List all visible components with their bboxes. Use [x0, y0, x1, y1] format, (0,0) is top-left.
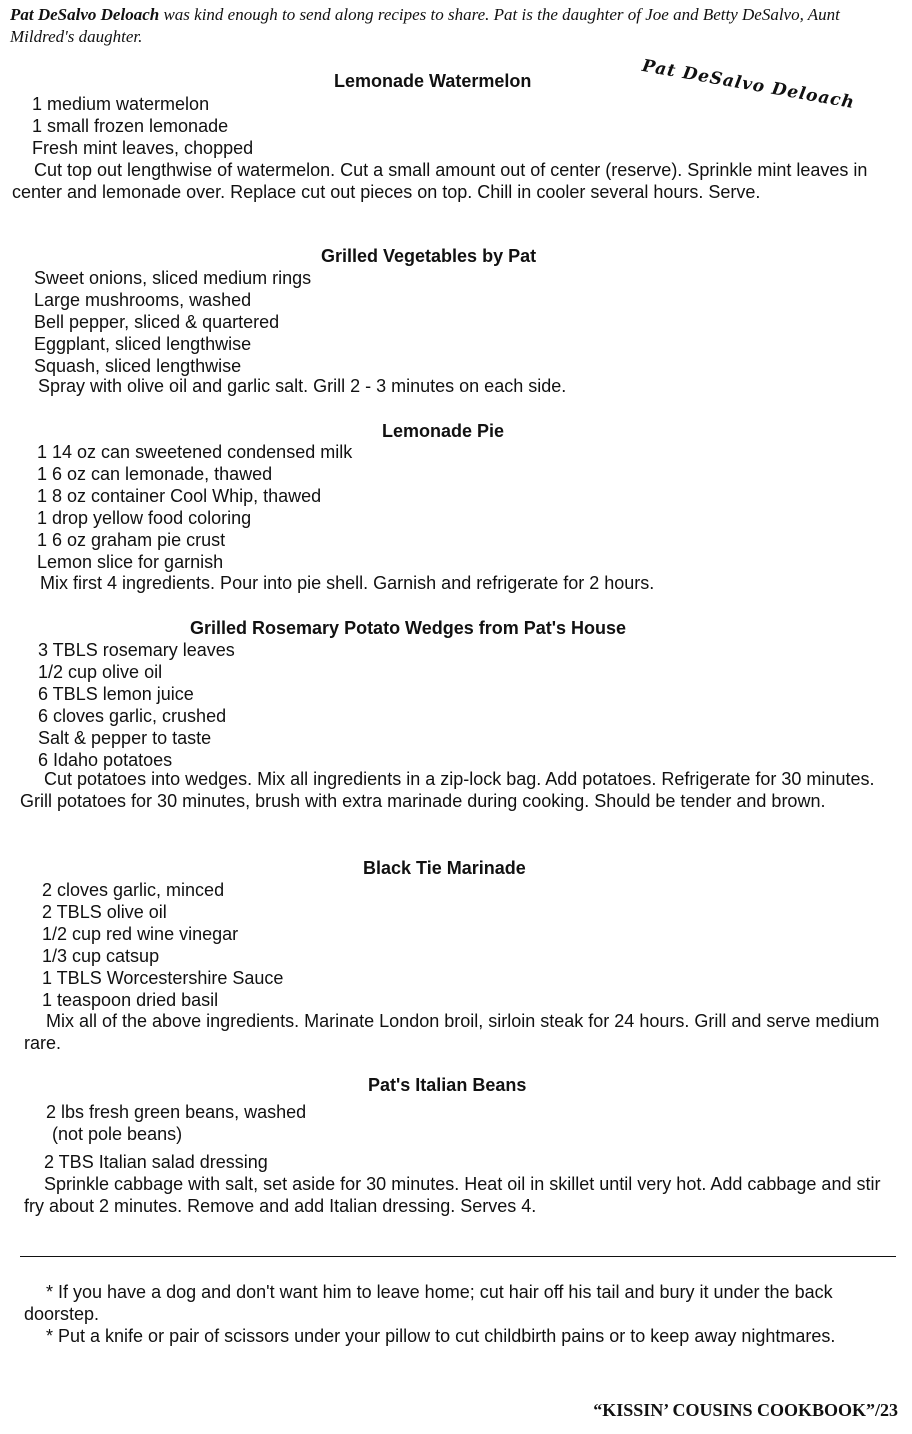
intro-paragraph	[10, 4, 900, 48]
ingredient-line: 1/2 cup red wine vinegar	[42, 924, 239, 944]
recipe-directions: Spray with olive oil and garlic salt. Grill 2 - 3 minutes on each side.	[38, 376, 567, 396]
ingredient-line: Large mushrooms, washed	[34, 290, 252, 310]
recipe-directions: Cut top out lengthwise of watermelon. Cut a small amount out of center (reserve). Sprinkle mint leaves in center and lemonade over. Replace cut out pieces on top. Chill in cooler several hours. Serve.	[12, 160, 868, 202]
ingredient-line: 2 TBS Italian salad dressing	[44, 1152, 268, 1172]
section-divider	[20, 1256, 896, 1257]
ingredient-line: Eggplant, sliced lengthwise	[34, 334, 252, 354]
ingredient-line: 6 cloves garlic, crushed	[38, 706, 227, 726]
ingredient-line: 1 medium watermelon	[32, 94, 210, 114]
ingredient-line: 1/3 cup catsup	[42, 946, 160, 966]
ingredient-line: 2 TBLS olive oil	[42, 902, 167, 922]
ingredient-line: 1 TBLS Worcestershire Sauce	[42, 968, 284, 988]
ingredient-line: Fresh mint leaves, chopped	[32, 138, 254, 158]
recipe-directions: Mix all of the above ingredients. Marinate London broil, sirloin steak for 24 hours. Grill and serve medium rare.	[24, 1011, 880, 1053]
intro-name: Pat DeSalvo Deloach	[10, 5, 160, 24]
ingredient-line: 1 14 oz can sweetened condensed milk	[37, 442, 353, 462]
page-footer: “KISSIN’ COUSINS COOKBOOK”/23	[593, 1400, 898, 1420]
intro-text: was kind enough to send along recipes to share. Pat is the daughter of Joe and Betty DeSalvo, Aunt Mildred's daughter.	[10, 5, 840, 46]
ingredient-line: 1/2 cup olive oil	[38, 662, 163, 682]
recipe-title: Lemonade Watermelon	[334, 71, 532, 91]
ingredient-line: 1 8 oz container Cool Whip, thawed	[37, 486, 322, 506]
ingredient-line: 2 cloves garlic, minced	[42, 880, 225, 900]
recipe-directions: Mix first 4 ingredients. Pour into pie shell. Garnish and refrigerate for 2 hours.	[40, 573, 655, 593]
ingredient-line: Squash, sliced lengthwise	[34, 356, 242, 376]
ingredient-line: 1 drop yellow food coloring	[37, 508, 252, 528]
folklore-note: * Put a knife or pair of scissors under your pillow to cut childbirth pains or to keep away nightmares.	[46, 1326, 836, 1346]
ingredient-line: 1 6 oz graham pie crust	[37, 530, 226, 550]
recipe-directions: Sprinkle cabbage with salt, set aside for 30 minutes. Heat oil in skillet until very hot. Add cabbage and stir fry about 2 minutes. Remove and add Italian dressing. Serves 4.	[24, 1174, 881, 1216]
ingredient-line: (not pole beans)	[52, 1124, 183, 1144]
recipe-title: Black Tie Marinade	[363, 858, 526, 878]
ingredient-line: 1 small frozen lemonade	[32, 116, 229, 136]
ingredient-line: 1 teaspoon dried basil	[42, 990, 219, 1010]
ingredient-line: Bell pepper, sliced & quartered	[34, 312, 280, 332]
ingredient-line: 1 6 oz can lemonade, thawed	[37, 464, 273, 484]
recipe-title: Pat's Italian Beans	[368, 1075, 527, 1095]
ingredient-line: 6 TBLS lemon juice	[38, 684, 194, 704]
ingredient-line: Salt & pepper to taste	[38, 728, 212, 748]
recipe-directions: Cut potatoes into wedges. Mix all ingredients in a zip-lock bag. Add potatoes. Refrigerate for 30 minutes. Grill potatoes for 30 minutes, brush with extra marinade during cooking. Should be tender and brown.	[20, 769, 875, 811]
ingredient-line: 6 Idaho potatoes	[38, 750, 173, 770]
ingredient-line: 2 lbs fresh green beans, washed	[46, 1102, 307, 1122]
recipe-title: Lemonade Pie	[382, 421, 505, 441]
recipe-title: Grilled Vegetables by Pat	[321, 246, 537, 266]
ingredient-line: Sweet onions, sliced medium rings	[34, 268, 312, 288]
folklore-note: * If you have a dog and don't want him to leave home; cut hair off his tail and bury it under the back doorstep.	[24, 1282, 833, 1324]
handwritten-signature: Pat DeSalvo Deloach	[640, 56, 857, 114]
recipe-title: Grilled Rosemary Potato Wedges from Pat's House	[190, 618, 627, 638]
ingredient-line: 3 TBLS rosemary leaves	[38, 640, 235, 660]
ingredient-line: Lemon slice for garnish	[37, 552, 224, 572]
